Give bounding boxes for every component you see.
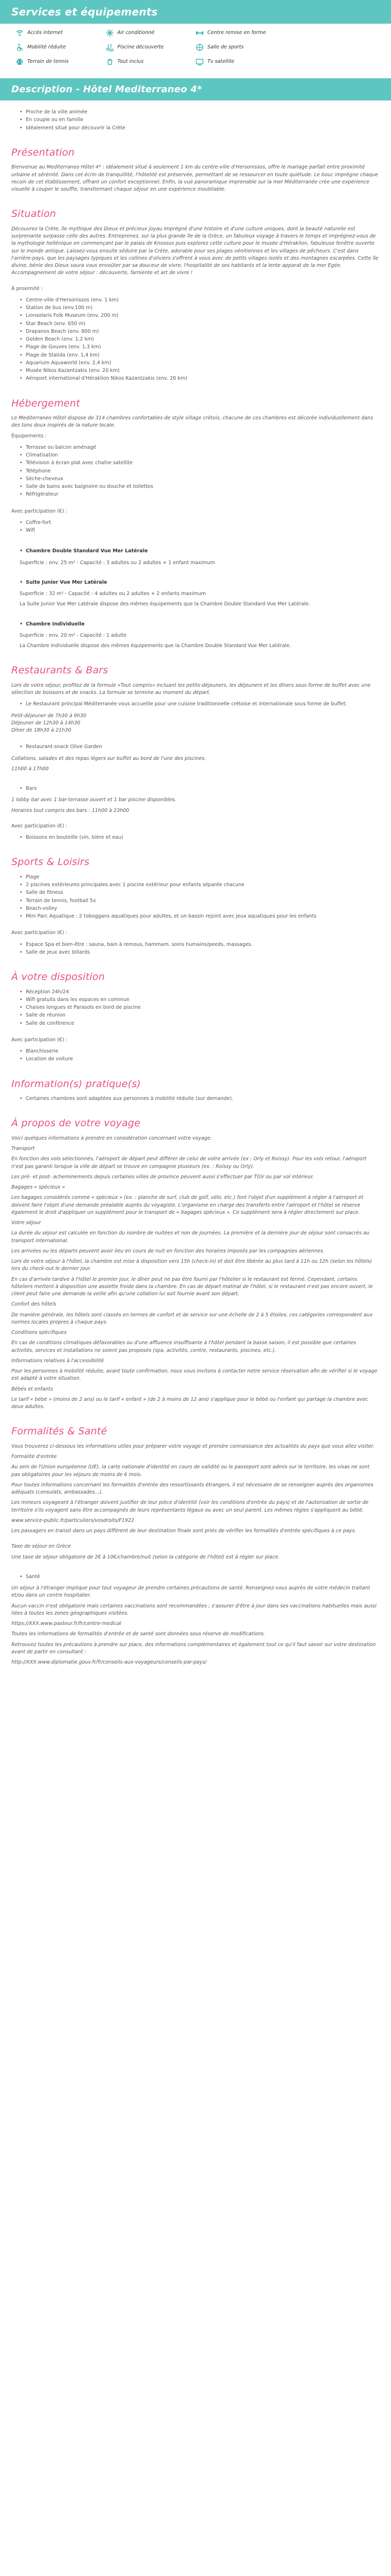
list-item: • Mini Parc Aquatique : 2 toboggans aquatiques pour adultes, et un bassin rejoint avec jeux aquatiques pour les enfants [11, 913, 380, 920]
schedule-line: Déjeuner de 12h30 à 14h30 [11, 720, 80, 726]
service-label: Tout inclus [117, 58, 144, 64]
list-item: • Salle de bains avec baignoire ou douche et toilettes [11, 483, 380, 490]
restaurants-title: Restaurants & Bars [11, 665, 108, 676]
presentation-text: Bienvenue au Mediterraneo Hôtel 4* : idéalement situé à seulement 1 km du centre-ville d'Hersonissos, offre le mariage parfait entre proximité urbaine et sérénité. Dans cet écrin de tranquillité, l'hôtelité est préservée, permettant de se ressourcer en toute quiétude. Le bouc imprègne chaque recoin de cet établissement, offrant un confort exceptionnel. Enfin, la vue panoramique imprenable sur la mer Méditerranée crée une expérience visuelle à couper le souffle, transformant chaque séjour en une expérience inoubliable. [11, 164, 378, 192]
service-item-internet [15, 29, 106, 37]
list-item: • Espace Spa et bien-être : sauna, bain à remous, hammam, soins humains/peeds, massages. [11, 941, 380, 948]
paragraph: Conditions spécifiques [11, 1330, 67, 1335]
paragraph: Pour les personnes à mobilité réduite, avant toute confirmation, nous vous invitons à contacter notre service réservation afin de vérifier si le voyage est adapté à votre situation. [11, 1368, 378, 1382]
paragraph: Les bagages considérés comme « spécieux » (ex. : planche de surf, club de golf, vélo, etc.) font l'objet d'un supplément à régler à l'aéroport et doivent faire l'objet d'une demande préalable auprès du voyagiste. L'organisme en charge des transferts entre l'aéroport et l'hôtel se réserve également le droit d'appliquer un supplément pour le transport de « bagages spécieux ». Ce supplément sera à régler directement sur place. [11, 1195, 364, 1215]
snowflake-icon [106, 29, 114, 37]
service-label: Tv satellite [207, 58, 235, 64]
list-item: • Golden Beach (env. 1,2 km) [11, 336, 380, 343]
paragraph: En fonction des vols sélectionnés, l'aéroport de départ peut différer de celui de votre arrivée (ex : Orly et Roissy). Pour les vols retour, l'aéroport n'est pas garanti lorsque la ville de départ se trouve en compagnie plusieurs (ex. : Roissy ou Orly). [11, 1156, 367, 1170]
paid-label: Avec participation (€) : [11, 930, 68, 936]
sports-icon [196, 43, 204, 52]
paid-label: Avec participation (€) : [11, 508, 68, 514]
paragraph: Pour toutes informations concernant les formalités d'entrée des ressortissants étrangers, il est nécessaire de se renseigner auprès des organismes adéquats (consulats, ambassades...). [11, 1482, 373, 1495]
restaurants-intro: Lors de votre séjour, profitez de la formule «Tout compris» incluant les petits-déjeuners, les déjeuners et les dîners sous forme de buffet avec une sélection de boissons et de snacks. La formule se termine au moment du départ. [11, 682, 371, 696]
presentation-title: Présentation [11, 146, 75, 158]
description-bullets [11, 109, 380, 132]
apropos-title: À propos de votre voyage [11, 1117, 141, 1129]
paragraph: Au sein de l'Union européenne (UE), la carte nationale d'identité en cours de validité ou le passeport sont admis sur le territoire, les visas ne sont pas obligatoires pour les séjours de moins de 6 mois. [11, 1464, 370, 1478]
service-label: Air conditionné [117, 29, 155, 36]
list-item: • Aéroport international d'Héraklion Nikos Kazantzakis (env. 20 km) [11, 375, 380, 382]
paid-label: Avec participation (€) : [11, 1037, 68, 1043]
paragraph: Bagages « spécieux » [11, 1184, 65, 1190]
hebergement-title: Hébergement [11, 397, 80, 409]
paragraph: En cas d'arrivée tardive à l'hôtel le premier jour, le dîner peut ne pas être fourni par l'hôtelier si le restaurant est fermé. Cependant, certains hôteliers mettent à disposition une assiette froide dans la chambre. En cas de départ matinal de l'hôtel, si le restaurant n'est pas encore ouvert, le client peut faire une demande la veille afin qu'une collation lui soit fournie avant son départ. [11, 1276, 373, 1297]
paragraph: Un séjour à l'étranger implique pour tout voyageur de prendre certaines précautions de santé. Renseignez-vous auprès de votre médecin traitant et/ou dans un centre hospitalier. [11, 1585, 370, 1599]
list-item: • Proche de la ville animée [11, 109, 380, 116]
list-item: • Plage de Gouves (env. 1,3 km) [11, 344, 380, 351]
paragraph: Vous trouverez ci-dessous les informations utiles pour préparer votre voyage et prendre connaissance des actualités du pays que vous allez visiter. [11, 1443, 374, 1449]
list-item: • Salle de fitness [11, 889, 380, 896]
situation-title: Situation [11, 208, 56, 220]
snack-text: Collations, salades et des repas légers sur buffet au bord de l'une des piscines. [11, 755, 206, 761]
list-item: • Boissons en bouteille (vin, bière et eau) [11, 834, 380, 841]
paragraph: Les arrivées ou les départs peuvent avoir lieu en cours de nuit en fonction des horaires imposés par les compagnies aériennes. [11, 1248, 325, 1254]
link[interactable]: www.service-public.fr/particuliers/vosdroits/F1922 [11, 1517, 135, 1523]
paid-list [11, 519, 380, 535]
paragraph: Bébés et enfants [11, 1386, 53, 1392]
room-title: • Chambre Individuelle [11, 621, 380, 628]
paragraph: Les passagers en transit dans un pays différent de leur destination finale sont priés de vérifier les formalités d'entrée spécifiques à ce pays. [11, 1528, 356, 1534]
room-text: La Suite Junior Vue Mer Latérale dispose des mêmes équipements que la Chambre Double Standard Vue Mer Latérale. [20, 601, 311, 607]
proximity-list [11, 297, 380, 383]
paragraph: Confort des hôtels [11, 1301, 57, 1308]
list-item: • Idéalement situé pour découvrir la Crète [11, 125, 380, 132]
paragraph: Voici quelques informations à prendre en considération concernant votre voyage. [11, 1135, 212, 1141]
service-item-sports [196, 43, 286, 52]
paragraph: Une taxe de séjour obligatoire de 2€ à 10€/chambre/nuit (selon la catégorie de l'hôtel) est à régler sur place. [11, 1554, 280, 1560]
list-item: • Climatisation [11, 452, 380, 459]
list-item: • Aquarium Aquaworld (env. 2,4 km) [11, 360, 380, 367]
service-item-tennis [15, 58, 106, 66]
service-label: Terrain de tennis [27, 58, 69, 64]
bars-text: 1 lobby bar avec 1 bar-terrasse ouvert et 1 bar piscine disponibles. [11, 797, 176, 803]
paragraph: Les pré- et post- acheminements depuis certaines villes de province peuvent aussi s'effectuer par TGV ou par vol intérieur. [11, 1174, 314, 1180]
informations-title: Information(s) pratique(s) [11, 1078, 141, 1090]
paragraph: Informations relatives à l'accessibilité [11, 1358, 104, 1364]
list-item: • 2 piscines extérieures principales avec 1 piscine extérieur pour enfants séparée chacune [11, 882, 380, 889]
all-inclusive-icon [106, 58, 114, 66]
paid-label: Avec participation (€) : [11, 823, 68, 829]
room-title: • Suite Junior Vue Mer Latérale [11, 579, 380, 586]
tennis-icon [15, 58, 24, 66]
room-text: Superficie : env. 20 m² - Capacité : 1 adulte [20, 632, 127, 638]
services-title: Services et équipements [0, 0, 391, 24]
wheelchair-icon [15, 43, 24, 52]
formalites-title: Formalités & Santé [11, 1426, 107, 1437]
link[interactable]: http://XXX.www.diplomatie.gouv.fr/fr/conseils-aux-voyageurs/conseils-par-pays/ [11, 1659, 207, 1665]
paragraph: Formalité d'entrée [11, 1454, 57, 1460]
link[interactable]: https://XXX.www.pasteur.fr/fr/centre-medical [11, 1621, 122, 1626]
apropos-body [11, 1135, 380, 1411]
sports-title: Sports & Loisirs [11, 856, 90, 868]
service-label: Accès internet [27, 29, 63, 36]
paragraph: Aucun vaccin n'est obligatoire mais certaines vaccinations sont recommandées ; s'assurer d'être à jour dans ses vaccinations habituelles mais aussi liées à toutes les zones géographiques visitées. [11, 1603, 377, 1616]
list-item: • Location de voiture [11, 1056, 380, 1063]
paragraph: En cas de conditions climatiques défavorables ou d'une affluence insuffisante à l'hôtel pendant la basse saison, il est possible que certaines activités, services et installations ne soient pas proposés (spa, activités, centre, restaurants, piscines, etc.). [11, 1340, 356, 1353]
list-item: • Télévision à écran plat avec chaîne satellite [11, 460, 380, 467]
list-item: • Star Beach (env. 650 m) [11, 320, 380, 328]
sante-body [11, 1585, 380, 1666]
list-item: • Blanchisserie [11, 1048, 380, 1055]
equipments-list [11, 444, 380, 499]
paragraph: Les mineurs voyageant à l'étranger doivent justifier de leur pièce d'identité (voir les conditions d'entrée du pays) et de l'autorisation de sortie de territoire s'ils voyagent sans être accompagnés de leurs représentants légaux ou avec un seul parent. Les mêmes règles s'appliquent au bébé. [11, 1500, 369, 1513]
schedule-line: Dîner de 18h30 à 21h30 [11, 727, 71, 733]
dumbbell-icon [196, 29, 204, 37]
description-title: Description - Hôtel Mediterraneo 4* [0, 78, 391, 100]
list-item: • Téléphone [11, 468, 380, 475]
service-item-ac [106, 29, 196, 37]
paragraph: Lors de votre séjour à l'hôtel, la chambre est mise à disposition vers 15h (check-in) et doit être libérée au plus tard à 11h ou 12h (selon les hôtels) lors du check-out le dernier jour. [11, 1259, 372, 1272]
list-item: • Terrasse ou balcon aménagé [11, 444, 380, 451]
list-item: • Station de bus (env.100 m) [11, 304, 380, 312]
room-text: Superficie : env. 25 m² - Capacité : 3 adultes ou 2 adultes + 1 enfant maximum [20, 560, 215, 566]
paragraph: Transport [11, 1146, 35, 1151]
pool-icon [106, 43, 114, 52]
tv-icon [196, 58, 204, 66]
proximity-label: À proximité : [11, 285, 43, 292]
room-text: La Chambre Individuelle dispose des mêmes équipements que la Chambre Double Standard Vue Mer Latérale. [20, 643, 291, 649]
list-item: • Wifi [11, 527, 380, 534]
hebergement-intro: Le Mediterraneo Hôtel dispose de 314 chambres confortables de style village crétois, chacune de ces chambres est décorée individuellement dans des tons doux inspirés de la nature locale. [11, 415, 373, 429]
list-item: • Musée Nikos Kazantzakis (env. 20 km) [11, 367, 380, 375]
list-item: • Plage [11, 874, 380, 881]
sports-list [11, 874, 380, 921]
room-text: Superficie : 32 m² - Capacité : 4 adultes ou 2 adultes + 2 enfants maximum [20, 591, 206, 597]
list-item: • Le Restaurant principal Méditerranée vous accueille pour une cuisine traditionnelle crétoise et internationale sous forme de buffet. [11, 701, 380, 708]
bars-hours: Horaires tout compris des bars : 11h00 à 23h00 [11, 807, 129, 814]
service-label: Centre remise en forme [207, 29, 266, 36]
service-label: Piscine découverte [117, 44, 164, 50]
service-item-fitness [196, 29, 286, 37]
paragraph: La durée du séjour est calculée en fonction du nombre de nuitées et non de journées. La première et la dernière jour de séjour sont consacrés au transport international. [11, 1230, 369, 1244]
formalites-body [11, 1443, 380, 1561]
service-item-mobility [15, 43, 106, 52]
list-item: • Salle de jeux avec billards [11, 949, 380, 956]
list-item: • Sèche-cheveux [11, 476, 380, 483]
list-item: • Bars [11, 785, 380, 792]
list-item: • Chaises longues et Parasols en bord de piscine [11, 1004, 380, 1011]
list-item: • Réception 24h/24 [11, 989, 380, 996]
list-item: • En couple ou en famille [11, 116, 380, 124]
sante-label: • Santé [11, 1573, 380, 1581]
service-item-all-inclusive [106, 58, 196, 66]
paragraph: Retrouvez toutes les précautions à prendre sur place, des informations complémentaires et également tout ce qu'il faut savoir sur votre destination avant de partir en consultant : [11, 1641, 376, 1655]
list-item: • Certaines chambres sont adaptées aux personnes à mobilité réduite (sur demande). [11, 1095, 380, 1103]
list-item: • Beach-volley [11, 905, 380, 912]
paragraph: Votre séjour [11, 1220, 41, 1226]
paragraph: Le tarif « bébé » (moins de 2 ans) ou le tarif « enfant » (de 2 à moins de 12 ans) s'applique pour le bébé ou l'enfant qui partage la chambre avec deux adultes. [11, 1396, 368, 1410]
room-title: • Chambre Double Standard Vue Mer Latérale [11, 548, 380, 555]
services-grid [0, 24, 391, 70]
disposition-title: À votre disposition [11, 971, 105, 982]
list-item: • Salle de conférence [11, 1020, 380, 1027]
paragraph: De manière générale, les hôtels sont classés en termes de confort et de service sur une échelle de 2 à 5 étoiles, ces catégories correspondent aux normes locales propres à chaque pays. [11, 1312, 373, 1325]
disposition-list [11, 989, 380, 1027]
list-item: • Wifi gratuits dans les espaces en commun [11, 996, 380, 1004]
snack-hours: 11h00 à 17h00 [11, 766, 49, 772]
situation-text: Découvrez la Crète, île mythique des Dieux et précieux joyau imprégné d'une histoire et d'une culture uniques, dont la beauté naturelle est surprenante surpasse celle des autres. Entreprenez, sur la plus grande île de la Grèce, un fabuleux voyage à travers le temps et imprégnez-vous de la mythologie hellénique en commençant par le palais de Knossos puis explorez cette culture pour le musée d'Héraklion, fabuleuse fenêtre ouverte sur le monde antique. Laissez-vous ensuite séduire par la Crète, adorable pour ses plages vénitiennes et les villages de pêcheurs. C'est dans l'arrière-pays, que les paysages typiques et les collines d'oliviers s'offrent à vous avec de petits villages isolés et des montagnes escarpées. Cette île divine, béniе des Dieux saura vous envoûter par sa douceur de vivre, l'hospitalité de ses habitants et la lente apparat de la mer Egée. Accompagnement de votre séjour : découverte, farniente et art de vivre ! [11, 226, 379, 276]
list-item: • Centre-ville d'Hersonissos (env. 1 km) [11, 297, 380, 304]
list-item: • Coffre-fort [11, 519, 380, 527]
list-item: • Restaurant-snack Olive Garden [11, 743, 380, 751]
list-item: • Lionsolaris Folk Museum (env. 200 m) [11, 312, 380, 319]
paragraph: Toutes les informations de formalités d'entrée et de santé sont données sous réserve de modifications. [11, 1631, 265, 1637]
list-item: • Drapanos Beach (env. 800 m) [11, 328, 380, 335]
schedule-line: Petit-déjeuner de 7h30 à 9h30 [11, 713, 87, 719]
service-label: Mobilité réduite [27, 44, 66, 50]
list-item: • Salle de réunion [11, 1012, 380, 1019]
wifi-icon [15, 29, 24, 37]
list-item: • Terrain de tennis, football 5x [11, 897, 380, 905]
list-item: • Plage de Stalida (env. 1,4 km) [11, 352, 380, 359]
service-item-tv [196, 58, 286, 66]
service-label: Salle de sports [207, 44, 244, 50]
service-item-pool [106, 43, 196, 52]
equipments-label: Équipements : [11, 433, 47, 439]
list-item: • Réfrigérateur [11, 491, 380, 498]
paragraph: Taxe de séjour en Grèce [11, 1544, 71, 1550]
